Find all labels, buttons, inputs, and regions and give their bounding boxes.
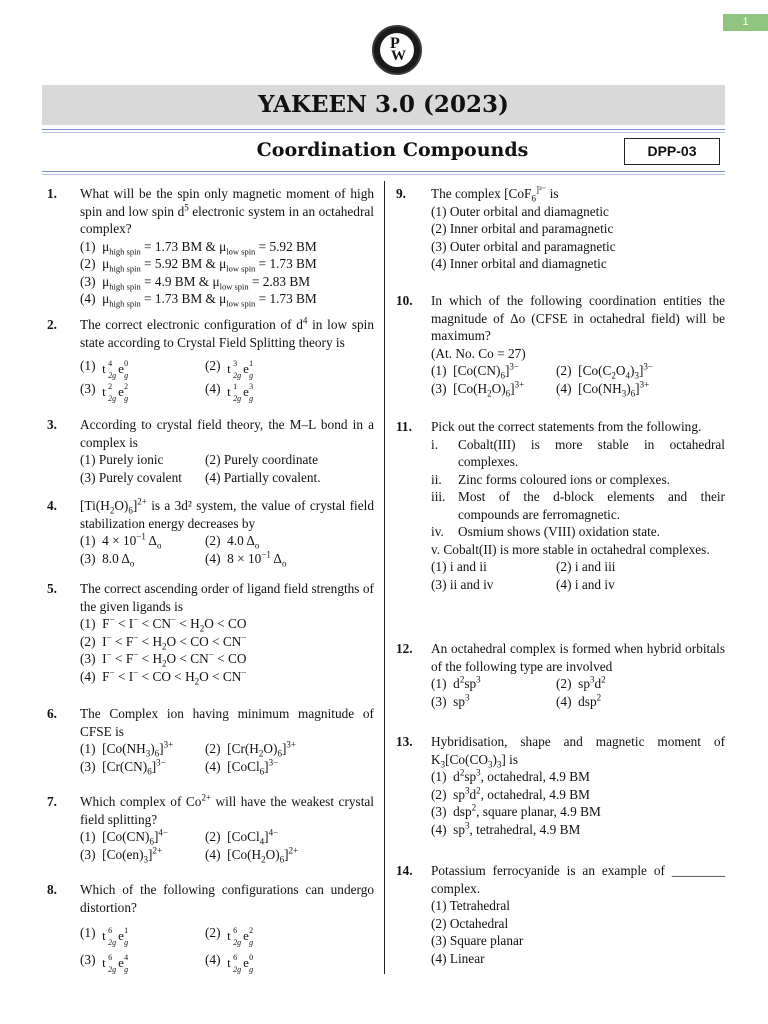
option[interactable]: (4) $\mu_{high spin} = 1.73$ BM & $\mu_{low spin} = 1.73$ BM (80, 291, 317, 309)
option[interactable]: (2) $[Cr(H_2O)_6]^{3+}$ (205, 739, 296, 759)
dpp-label-box: DPP-03 (624, 138, 720, 165)
question-text: Which complex of $Co^{2+}$ will have the weakest crystal field splitting? (80, 792, 375, 827)
option[interactable]: (4) Linear (431, 950, 485, 966)
option[interactable]: (2) t 6 2g e 2 g (205, 925, 254, 948)
option[interactable]: (4) F− < I− < CO < $H_2O < CN^-$ (80, 667, 247, 687)
statement: ii. Zinc forms coloured ions or complexes. (431, 471, 670, 487)
question-number: 1. (47, 186, 57, 201)
statement: i. Cobalt(III) is more stable in octahedral complexes. (431, 436, 725, 469)
option[interactable]: (2) $sp^3d^2$ (556, 674, 606, 691)
header-rule-light (42, 132, 725, 133)
option[interactable]: (3) Outer orbital and paramagnetic (431, 238, 616, 254)
option[interactable]: (3) Square planar (431, 933, 524, 948)
option[interactable]: (2) $I^- < F^- < H_2O$ < CO < CN− (80, 632, 247, 652)
question-number: 7. (47, 794, 57, 809)
logo-letter-p: P (390, 35, 400, 52)
option[interactable]: (3) $sp^3$ (431, 692, 470, 709)
statement: iii. Most of the d-block elements and their compounds are ferromagnetic. (431, 489, 725, 522)
question-number: 4. (47, 498, 57, 513)
option[interactable]: (2) $\mu_{high spin} = 5.92$ BM & $\mu_{low spin} = 1.73$ BM (80, 256, 317, 274)
option[interactable]: (1) $\mu_{high spin} = 1.73$ BM & $\mu_{low spin} = 5.92$ BM (80, 238, 317, 257)
question-text: Potassium ferrocyanide is an example of ________ complex. (431, 863, 725, 896)
page-number-badge: 1 (723, 14, 768, 31)
option-row (80, 948, 374, 975)
option[interactable]: (3) ii and iv (431, 576, 494, 592)
option[interactable]: (1) $4 \times 10^{-1}$ $\Delta_o$ (80, 531, 162, 551)
option-row (431, 675, 725, 693)
option[interactable]: (4) t 1 2g e 3 g (205, 381, 254, 404)
question-number: 5. (47, 581, 57, 596)
option[interactable]: (1) Purely ionic (80, 452, 164, 467)
subheader-rule (42, 171, 725, 172)
question-text: The complex [CoF$_6^{]^{3-}}$ is (431, 184, 559, 204)
question-number: 11. (396, 419, 412, 434)
option-row (80, 740, 374, 758)
option-row (80, 469, 374, 487)
option[interactable]: (4) [CoCl$_6$]$^{3-}$ (205, 757, 279, 777)
option[interactable]: (1) t 4 2g e 0 g (80, 358, 129, 381)
question-number: 14. (396, 863, 413, 878)
question-number: 12. (396, 641, 413, 656)
option[interactable]: (3) t 2 2g e 2 g (80, 381, 129, 404)
option[interactable]: (1) $[Co(CN)_6]^{4-}$ (80, 827, 168, 847)
statement: iv. Osmium shows (VIII) oxidation state. (431, 524, 661, 539)
option[interactable]: (1) $F^- < I^- < CN^- < H_2O$ < CO (80, 614, 247, 634)
statement: v. Cobalt(II) is more stable in octahedral complexes. (431, 541, 710, 557)
question-text: What will be the spin only magnetic moment of high spin and low spin $d^5$ electronic system in an octahedral complex? (80, 186, 374, 236)
question-text: $[Ti(H_2O)_6]^{2+}$ is a 3d² system, the value of crystal field stabilization energy decreases by (80, 496, 374, 531)
option[interactable]: (4) $[Co(NH_3)_6]^{3+}$ (556, 379, 650, 399)
page-title: YAKEEN 3.0 (2023) (42, 85, 725, 125)
option-row (431, 380, 725, 398)
question-text: The correct electronic configuration of $d^4$ in low spin state according to Crystal Field Splitting theory is (80, 315, 374, 350)
question-text: According to crystal field theory, the M–L bond in a complex is (80, 417, 374, 450)
pw-logo-icon (372, 25, 422, 75)
option[interactable]: (2) $sp^3d^2$, octahedral, 4.9 BM (431, 785, 590, 802)
option-row (431, 693, 725, 711)
option-row (80, 921, 374, 948)
option[interactable]: (1) $[Co(NH_3)_6]^{3+}$ (80, 739, 174, 759)
option[interactable]: (2) i and iii (556, 559, 616, 574)
header-rule (42, 129, 725, 130)
option[interactable]: (1) t 6 2g e 1 g (80, 925, 129, 948)
option[interactable]: (2) $[Co(C_2O_4)_3]^{3-}$ (556, 361, 653, 381)
option[interactable]: (3) $[Co(en)_3]^{2+}$ (80, 845, 163, 865)
question-note: (At. No. Co = 27) (431, 345, 526, 361)
option[interactable]: (1) Outer orbital and diamagnetic (431, 203, 609, 219)
question-text: The correct ascending order of ligand field strengths of the given ligands is (80, 581, 374, 614)
option-row (80, 354, 374, 381)
question-number: 10. (396, 293, 413, 308)
option[interactable]: (4) $[Co(H_2O)_6]^{2+}$ (205, 845, 299, 865)
question-number: 8. (47, 882, 57, 897)
option[interactable]: (2) Inner orbital and paramagnetic (431, 221, 614, 236)
option[interactable]: (4) Inner orbital and diamagnetic (431, 256, 607, 271)
option[interactable]: (1) $[Co(CN)_6]^{3-}$ (431, 361, 519, 381)
question-number: 13. (396, 734, 413, 749)
option[interactable]: (4) i and iv (556, 576, 615, 592)
option[interactable]: (1) Tetrahedral (431, 898, 510, 913)
option-row (80, 451, 374, 469)
option-row (80, 377, 374, 404)
logo-inner-circle (380, 33, 414, 67)
question-text: Hybridisation, shape and magnetic moment of $K_3[Co(CO_3)_3]$ is (431, 734, 725, 770)
option[interactable]: (1) $d^2sp^3$, octahedral, 4.9 BM (431, 767, 590, 784)
logo-letter-w: W (391, 48, 406, 64)
option[interactable]: (3) $[Cr(CN)_6]^{3-}$ (80, 757, 166, 777)
option[interactable]: (3) $[Co(H_2O)_6]^{3+}$ (431, 379, 525, 399)
option[interactable]: (4) t 6 2g e 0 g (205, 952, 254, 975)
subheader-rule-light (42, 174, 725, 175)
option[interactable]: (1) i and ii (431, 559, 487, 574)
option[interactable]: (4) $8 \times 10^{-1}$ $\Delta_o$ (205, 549, 287, 569)
question-text: Pick out the correct statements from the following. (431, 419, 702, 434)
question-text: Which of the following configurations can undergo distortion? (80, 882, 374, 915)
option[interactable]: (2) 4.0 $\Delta_o$ (205, 533, 260, 551)
option-row (431, 362, 725, 380)
option-row (80, 758, 374, 776)
option[interactable]: (3) 8.0 $\Delta_o$ (80, 550, 135, 569)
option-row (80, 532, 374, 550)
option[interactable]: (4) dsp$^2$ (556, 692, 602, 709)
option-row (431, 558, 725, 576)
option[interactable]: (3) $\mu_{high spin} = 4.9$ BM & $\mu_{low spin} = 2.83$ BM (80, 273, 311, 292)
option[interactable]: (3) t 6 2g e 4 g (80, 952, 129, 975)
question-text: An octahedral complex is formed when hybrid orbitals of the following type are involved (431, 641, 725, 674)
chapter-subtitle: Coordination Compounds (256, 139, 529, 161)
question-number: 6. (47, 706, 57, 721)
option[interactable]: (2) t 3 2g e 1 g (205, 358, 254, 381)
option[interactable]: (2) Purely coordinate (205, 452, 318, 467)
question-text: In which of the following coordination entities the magnitude of Δo (CFSE in octahedral field) will be maximum? (431, 293, 725, 343)
option[interactable]: (3) Purely covalent (80, 469, 182, 485)
question-text: The Complex ion having minimum magnitude of CFSE is (80, 706, 374, 739)
option-row (80, 550, 374, 568)
column-divider (384, 181, 385, 974)
option[interactable]: (1) $d^2sp^3$ (431, 674, 481, 691)
option[interactable]: (2) [CoCl$_4$]$^{4-}$ (205, 827, 279, 847)
option-row (80, 846, 374, 864)
option[interactable]: (4) $sp^3$, tetrahedral, 4.9 BM (431, 820, 581, 837)
option[interactable]: (3) $I^- < F^- < H_2O < CN^-$ < CO (80, 649, 247, 669)
question-number: 9. (396, 186, 406, 201)
option-row (431, 576, 725, 594)
option[interactable]: (3) dsp$^2$, square planar, 4.9 BM (431, 802, 601, 819)
question-number: 3. (47, 417, 57, 432)
question-number: 2. (47, 317, 57, 332)
option-row (80, 828, 374, 846)
option[interactable]: (2) Octahedral (431, 915, 509, 931)
option[interactable]: (4) Partially covalent. (205, 469, 321, 485)
